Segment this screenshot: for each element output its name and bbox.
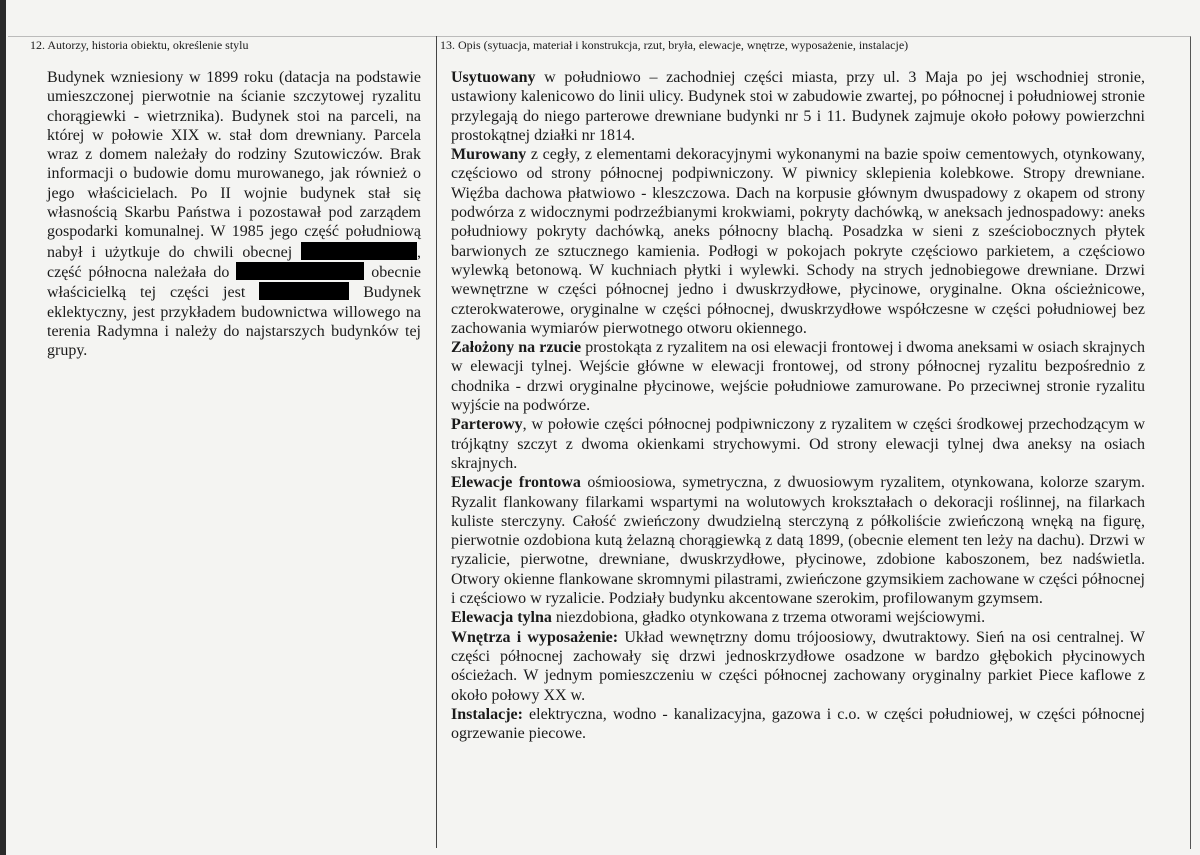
description-paragraph [451, 473, 1145, 608]
section-13-header: 13. Opis (sytuacja, materiał i konstrukcja, rzut, bryła, elewacje, wnętrze, wyposażenie, instalacje) [440, 38, 909, 52]
text-part: obecnie właścicielką tej części jest [47, 263, 422, 302]
paragraph-text: prostokąta z ryzalitem na osi elewacji frontowej i dwoma aneksami w osiach skrajnych w elewacji tylnej. Wejście główne w elewacji frontowej, od strony północnej ryzalitu bezpośrednio z chodnika - drzwi oryginalne płycinowe, wejście południowe zamurowane. Po przeciwnej stronie ryzalitu wyjście na podwórze. [451, 339, 1145, 415]
paragraph-lead: Elewacja tylna [451, 609, 552, 627]
text-part: , część północna należała do [47, 243, 422, 281]
paragraph-text: , w połowie części północnej podpiwniczony z ryzalitem w części środkowej przechodzącym w trójkątny szczyt z dwoma okienkami strychowymi. Od strony elewacji tylnej dwa aneksy na osiach skrajnych. [451, 416, 1145, 472]
paragraph-lead: Wnętrza i wyposażenie: [451, 628, 619, 646]
text-part: Budynek eklektyczny, jest przykładem budownictwa willowego na terenia Radymna i należy do najstarszych budynków tej grupy. [47, 284, 422, 360]
paragraph-text: niezdobiona, gładko otynkowana z trzema otworami wejściowymi. [551, 609, 986, 627]
paragraph-lead: Usytuowany [451, 69, 536, 86]
paragraph-text: z cegły, z elementami dekoracyjnymi wykonanymi na bazie spoiw cementowych, otynkowany, częściowo od strony północnej podpiwniczony. W piwnicy sklepienia kolebkowe. Stropy drewniane. Więźba dachowa płatwiowo - kleszczowa. Dach na korpusie głównym dwuspadowy z okapem od strony podwórza z widocznymi podrzeźbianymi krokwiami, pokryty dachówką, w aneksach jednospadowy: aneks południowy pokryty dachówką, aneks północny blachą. Posadzka w sieni z sześciobocznych płytek barwionych ze sztucznego kamienia. Podłogi w pokojach pokryte częściowo parkietem, a częściowo wylewką betonową. W kuchniach płytki i wylewki. Schody na strych jednobiegowe drewniane. Drzwi wewnętrzne w części północnej jedno i dwuskrzydłowe, płycinowe, oryginalne. Okna ościeżnicowe, czterokwaterowe, oryginalne w części północnej, dwuskrzydłowe współczesne w części południowej bez zachowania wymiarów pierwotnego otworu okiennego. [451, 146, 1145, 337]
description-paragraph [451, 68, 1145, 145]
scan-edge [0, 0, 6, 855]
history-text [47, 68, 421, 360]
description-text [451, 68, 1145, 743]
redaction [236, 262, 364, 280]
paragraph-text: elektryczna, wodno - kanalizacyjna, gazowa i c.o. w części południowej, w części północnej ogrzewanie piecowe. [451, 705, 1145, 743]
description-paragraph [451, 415, 1145, 473]
redaction [259, 282, 349, 300]
description-paragraph [451, 705, 1145, 744]
description-paragraph [451, 145, 1145, 338]
column-divider [436, 36, 437, 848]
description-paragraph [451, 628, 1145, 705]
paragraph-lead: Założony na rzucie [451, 339, 582, 357]
paragraph-lead: Elewacje frontowa [451, 474, 581, 492]
paragraph-lead: Parterowy [451, 416, 523, 434]
history-paragraph [47, 68, 421, 360]
paragraph-text: Układ wewnętrzny domu trójoosiowy, dwutraktowy. Sień na osi centralnej. W części północnej zachowały się drzwi jednoskrzydłowe osadzone w bardzo głębokich płycinowych ościeżach. W jednym pomieszczeniu w części północnej zachowany oryginalny parkiet Piece kaflowe z około połowy XX w. [451, 628, 1145, 704]
text-part: Budynek wzniesiony w 1899 roku (datacja na podstawie umieszczonej pierwotnie na ścianie szczytowej ryzalitu chorągiewki - wietrznika). Budynek stoi na parceli, na której w połowie XIX w. stał dom drewniany. Parcela wraz z domem należały do rodziny Szutowiczów. Brak informacji o budowie domu murowanego, jak również o jego właścicielach. Po II wojnie budynek stał się własnością Skarbu Państwa i pozostawał pod zarządem gospodarki komunalnej. W 1985 jego część południową nabył i użytkuje do chwili obecnej [47, 69, 421, 261]
paragraph-text: w południowo – zachodniej części miasta, przy ul. 3 Maja po jej wschodniej stronie, ustawiony kalenicowo do linii ulicy. Budynek stoi w zabudowie zwartej, po północnej i południowej stronie przylegają do niego parterowe drewniane budynki nr 5 i 11. Budynek zajmuje około połowy powierzchni prostokątnej działki nr 1814. [451, 69, 1145, 144]
section-12-header: 12. Autorzy, historia obiektu, określenie stylu [30, 38, 249, 52]
redaction [301, 242, 417, 260]
paragraph-text: ośmioosiowa, symetryczna, z dwuosiowym ryzalitem, otynkowana, kolorze szarym. Ryzalit flankowany filarkami wspartymi na wolutowych krokształach o dekoracji roślinnej, na filarkach kuliste sterczyny. Całość zwieńczony dwudzielną sterczyną z półkoliście zwieńczoną wnęką na figurę, pierwotnie ozdobiona kutą żelazną chorągiewką z datą 1899, (obecnie element ten leży na dachu). Drzwi w ryzalicie, pierwotne, drewniane, dwuskrzydłowe, płycinowe, zdobione kaboszonem, bez nadświetla. Otwory okienne flankowane skromnymi pilastrami, zwieńczone gzymsikiem zachowane w części północnej i częściowo w ryzalicie. Podziały budynku akcentowane szerokim, profilowanym gzymsem. [451, 474, 1145, 608]
paragraph-lead: Instalacje: [451, 705, 523, 723]
paragraph-lead: Murowany [451, 146, 527, 164]
description-paragraph [451, 608, 1145, 627]
description-paragraph [451, 338, 1145, 415]
